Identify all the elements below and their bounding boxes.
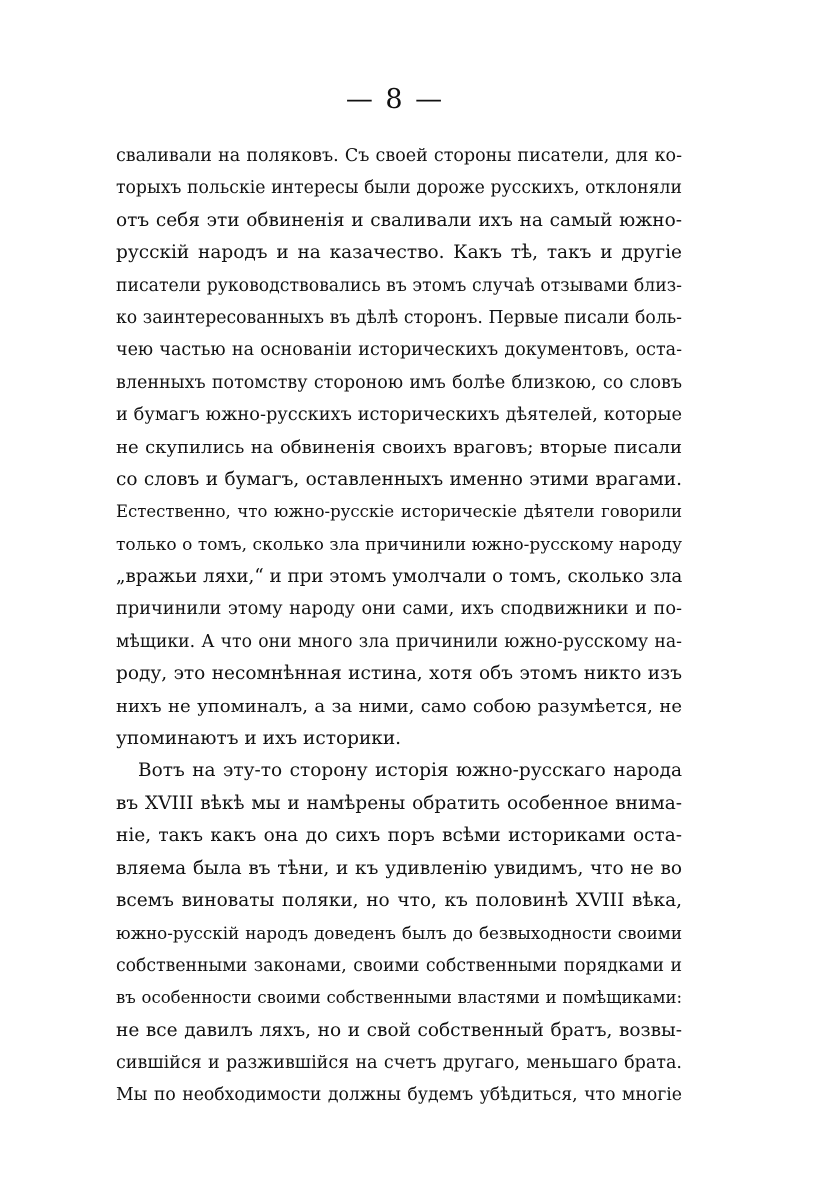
paragraph-1 [116, 140, 682, 755]
text-line: собственными законами, своими собственными порядками и [116, 955, 682, 976]
text-line: нихъ не упоминалъ, а за ними, само собою разумѣется, не [116, 695, 682, 717]
text-line: въ особенности своими собственными властями и помѣщиками: [116, 988, 682, 1008]
text-line: и бумагъ южно-русскихъ историческихъ дѣятелей, которые [116, 405, 682, 426]
text-line: южно-русскій народъ доведенъ былъ до безвыходности своими [116, 923, 682, 944]
page-number: — 8 — [345, 84, 445, 115]
text-line: ко заинтересованныхъ въ дѣлѣ сторонъ. Первые писали боль- [116, 307, 682, 328]
text-line: чею частью на основаніи историческихъ документовъ, оста- [116, 340, 682, 361]
text-line: упоминаютъ и ихъ историки. [116, 728, 402, 750]
text-line: торыхъ польскіе интересы были дороже русскихъ, отклоняли [116, 178, 682, 199]
text-line: вленныхъ потомству стороною имъ болѣе близкою, со словъ [116, 372, 682, 393]
text-line: всемъ виноваты поляки, но что, къ половинѣ XVIII вѣка, [116, 889, 682, 911]
text-line: Вотъ на эту-то сторону исторія южно-русскаго народа [138, 760, 682, 782]
text-line: не скупились на обвиненія своихъ враговъ; вторые писали [116, 436, 682, 458]
text-line: не все давилъ ляхъ, но и свой собственный братъ, возвы- [116, 1019, 682, 1041]
text-line: только о томъ, сколько зла причинили южно-русскому народу [116, 534, 682, 555]
text-line: отъ себя эти обвиненія и сваливали ихъ на самый южно- [116, 209, 682, 231]
text-line: роду, это несомнѣнная истина, хотя объ этомъ никто изъ [116, 663, 682, 685]
text-line: въ XVIII вѣкѣ мы и намѣрены обратить особенное внима- [116, 792, 682, 814]
text-line: причинили этому народу они сами, ихъ сподвижники и по- [116, 599, 682, 620]
text-line: ніе, такъ какъ она до сихъ поръ всѣми историками оста- [116, 825, 682, 847]
text-line: мѣщики. А что они много зла причинили южно-русскому на- [116, 631, 682, 652]
text-line: сившійся и разжившійся на счетъ другаго, меньшаго брата. [116, 1052, 682, 1073]
text-line: сваливали на поляковъ. Съ своей стороны писатели, для ко- [116, 146, 682, 166]
text-line: русскій народъ и на казачество. Какъ тѣ, такъ и другіе [116, 242, 682, 264]
text-line: писатели руководствовались въ этомъ случаѣ отзывами близ- [116, 275, 682, 296]
text-line: со словъ и бумагъ, оставленныхъ именно этими врагами. [116, 468, 682, 490]
body-text [116, 140, 682, 1112]
text-line: вляема была въ тѣни, и къ удивленію увидимъ, что не во [116, 857, 682, 879]
paragraph-2 [116, 755, 682, 1111]
text-line: „вражьи ляхи,“ и при этомъ умолчали о томъ, сколько зла [116, 566, 683, 588]
text-line: Естественно, что южно-русскіе историческіе дѣятели говорили [116, 502, 682, 522]
text-line: Мы по необходимости должны будемъ убѣдиться, что многіе [116, 1085, 682, 1106]
